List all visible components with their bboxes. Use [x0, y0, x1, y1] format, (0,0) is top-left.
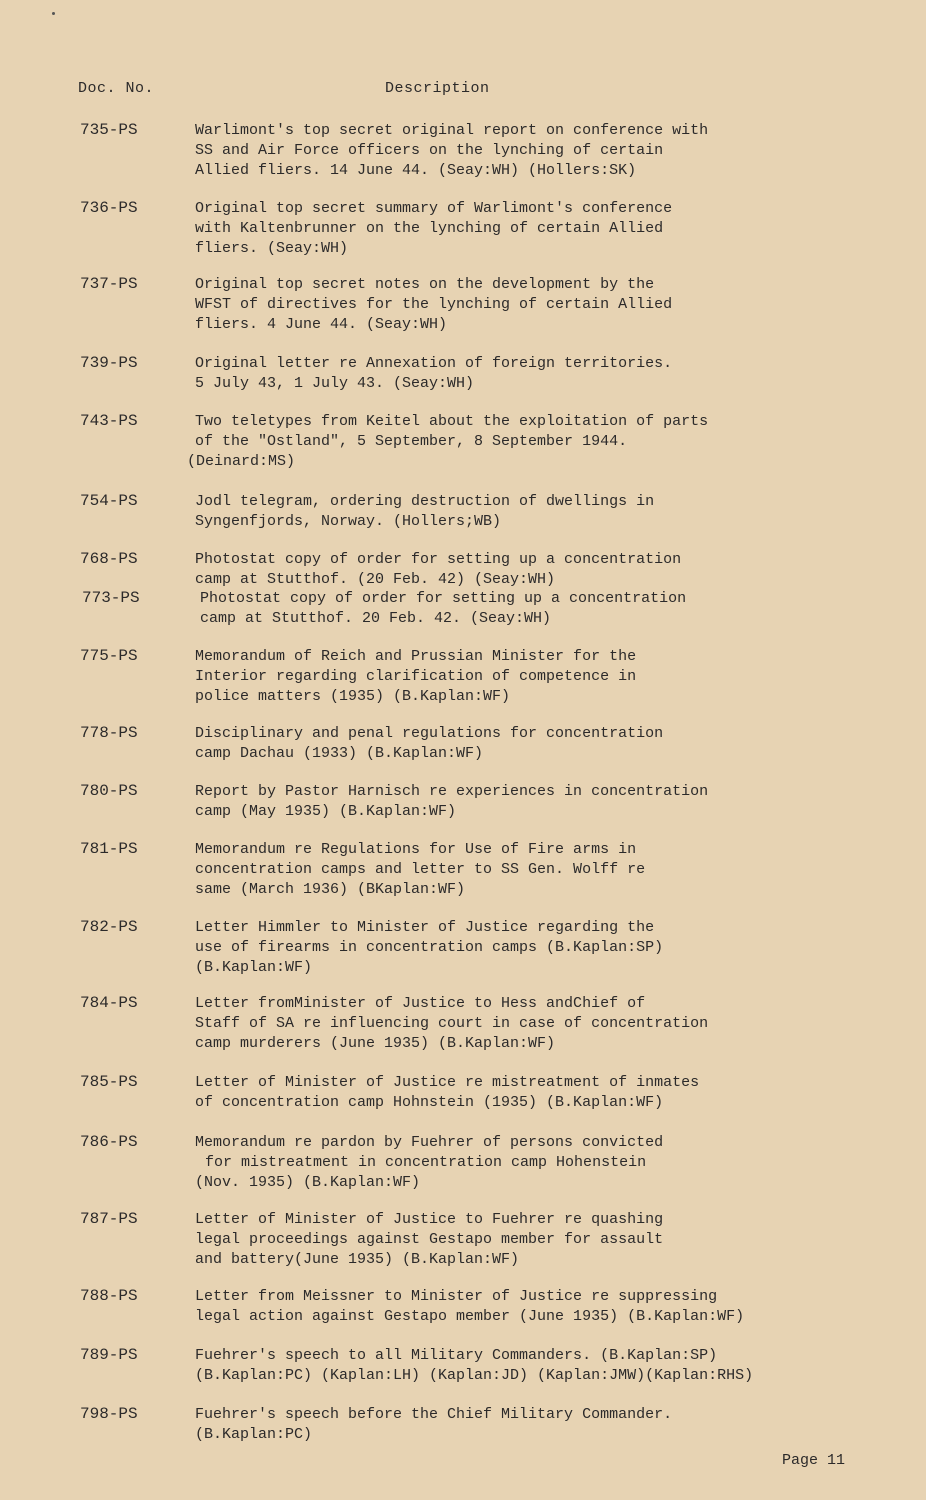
- description-line: camp (May 1935) (B.Kaplan:WF): [195, 803, 457, 820]
- entry-description: [195, 354, 815, 394]
- entry-description: [195, 1287, 815, 1327]
- description-line: Staff of SA re influencing court in case of concentration: [195, 1015, 709, 1032]
- description-line: concentration camps and letter to SS Gen. Wolff re: [195, 861, 646, 878]
- description-line: SS and Air Force officers on the lynching of certain: [195, 142, 664, 159]
- description-line: Two teletypes from Keitel about the exploitation of parts: [195, 413, 709, 430]
- description-line: camp at Stutthof. 20 Feb. 42. (Seay:WH): [200, 610, 552, 627]
- description-line: Letter from Meissner to Minister of Justice re suppressing: [195, 1288, 718, 1305]
- description-line: same (March 1936) (BKaplan:WF): [195, 881, 466, 898]
- entry-description: [187, 412, 815, 472]
- description-line: (Deinard:MS): [187, 453, 296, 470]
- description-line: (B.Kaplan:PC) (Kaplan:LH) (Kaplan:JD) (Kaplan:JMW)(Kaplan:RHS): [195, 1367, 754, 1384]
- description-line: Original top secret summary of Warlimont's conference: [195, 200, 673, 217]
- entry-description: [195, 1346, 815, 1386]
- description-line: Syngenfjords, Norway. (Hollers;WB): [195, 513, 502, 530]
- description-line: Allied fliers. 14 June 44. (Seay:WH) (Hollers:SK): [195, 162, 637, 179]
- doc-number: 768-PS: [80, 550, 138, 568]
- description-line: Fuehrer's speech to all Military Commanders. (B.Kaplan:SP): [195, 1347, 718, 1364]
- paper-mark: [52, 12, 55, 15]
- doc-number: 743-PS: [80, 412, 138, 430]
- description-line: Letter Himmler to Minister of Justice regarding the: [195, 919, 655, 936]
- doc-number: 788-PS: [80, 1287, 138, 1305]
- doc-number: 786-PS: [80, 1133, 138, 1151]
- description-line: Original letter re Annexation of foreign territories.: [195, 355, 673, 372]
- description-line: Report by Pastor Harnisch re experiences in concentration: [195, 783, 709, 800]
- description-line: Disciplinary and penal regulations for concentration: [195, 725, 664, 742]
- description-line: Jodl telegram, ordering destruction of dwellings in: [195, 493, 655, 510]
- entry-description: [195, 199, 815, 259]
- description-line: Letter of Minister of Justice re mistreatment of inmates: [195, 1074, 700, 1091]
- entry-description: [195, 1133, 815, 1193]
- entry-description: [195, 1405, 815, 1445]
- doc-number: 739-PS: [80, 354, 138, 372]
- doc-number: 784-PS: [80, 994, 138, 1012]
- entry-description: [195, 840, 815, 900]
- description-line: Fuehrer's speech before the Chief Military Commander.: [195, 1406, 673, 1423]
- description-line: for mistreatment in concentration camp Hohenstein: [205, 1154, 647, 1171]
- description-line: Letter fromMinister of Justice to Hess andChief of: [195, 995, 646, 1012]
- description-line: Memorandum re Regulations for Use of Fire arms in: [195, 841, 637, 858]
- entry-description: [195, 550, 815, 590]
- description-line: (B.Kaplan:WF): [195, 959, 313, 976]
- description-line: Memorandum re pardon by Fuehrer of persons convicted: [195, 1134, 664, 1151]
- doc-number: 789-PS: [80, 1346, 138, 1364]
- doc-number: 787-PS: [80, 1210, 138, 1228]
- entry-description: [195, 647, 815, 707]
- entry-description: [195, 275, 815, 335]
- description-line: Photostat copy of order for setting up a concentration: [195, 551, 682, 568]
- description-line: with Kaltenbrunner on the lynching of certain Allied: [195, 220, 664, 237]
- description-line: legal proceedings against Gestapo member for assault: [195, 1231, 664, 1248]
- description-line: (Nov. 1935) (B.Kaplan:WF): [195, 1174, 421, 1191]
- doc-number: 785-PS: [80, 1073, 138, 1091]
- page-number: Page 11: [782, 1452, 846, 1469]
- entry-description: [200, 589, 820, 629]
- description-line: legal action against Gestapo member (June 1935) (B.Kaplan:WF): [195, 1308, 745, 1325]
- description-line: of the "Ostland", 5 September, 8 September 1944.: [195, 433, 628, 450]
- entry-description: [195, 782, 815, 822]
- description-line: police matters (1935) (B.Kaplan:WF): [195, 688, 511, 705]
- description-line: and battery(June 1935) (B.Kaplan:WF): [195, 1251, 520, 1268]
- doc-number: 737-PS: [80, 275, 138, 293]
- description-line: camp murderers (June 1935) (B.Kaplan:WF): [195, 1035, 556, 1052]
- doc-number: 775-PS: [80, 647, 138, 665]
- description-line: Warlimont's top secret original report on conference with: [195, 122, 709, 139]
- description-line: (B.Kaplan:PC): [195, 1426, 313, 1443]
- entry-description: [195, 994, 815, 1054]
- description-line: camp at Stutthof. (20 Feb. 42) (Seay:WH): [195, 571, 556, 588]
- description-line: Interior regarding clarification of competence in: [195, 668, 637, 685]
- doc-number: 778-PS: [80, 724, 138, 742]
- description-line: 5 July 43, 1 July 43. (Seay:WH): [195, 375, 475, 392]
- entry-description: [195, 1073, 815, 1113]
- description-line: Photostat copy of order for setting up a concentration: [200, 590, 687, 607]
- doc-number: 781-PS: [80, 840, 138, 858]
- doc-number: 773-PS: [82, 589, 140, 607]
- description-line: Original top secret notes on the development by the: [195, 276, 655, 293]
- entry-description: [195, 1210, 815, 1270]
- doc-number: 754-PS: [80, 492, 138, 510]
- description-line: Memorandum of Reich and Prussian Minister for the: [195, 648, 637, 665]
- column-header-description: Description: [385, 80, 490, 97]
- entry-description: [195, 121, 815, 181]
- description-line: fliers. 4 June 44. (Seay:WH): [195, 316, 448, 333]
- description-line: fliers. (Seay:WH): [195, 240, 349, 257]
- doc-number: 780-PS: [80, 782, 138, 800]
- description-line: of concentration camp Hohnstein (1935) (B.Kaplan:WF): [195, 1094, 664, 1111]
- entry-description: [195, 724, 815, 764]
- doc-number: 798-PS: [80, 1405, 138, 1423]
- description-line: camp Dachau (1933) (B.Kaplan:WF): [195, 745, 484, 762]
- entry-description: [195, 918, 815, 978]
- entry-description: [195, 492, 815, 532]
- doc-number: 735-PS: [80, 121, 138, 139]
- doc-number: 736-PS: [80, 199, 138, 217]
- column-header-doc-no: Doc. No.: [78, 80, 155, 97]
- description-line: Letter of Minister of Justice to Fuehrer re quashing: [195, 1211, 664, 1228]
- doc-number: 782-PS: [80, 918, 138, 936]
- description-line: use of firearms in concentration camps (B.Kaplan:SP): [195, 939, 664, 956]
- description-line: WFST of directives for the lynching of certain Allied: [195, 296, 673, 313]
